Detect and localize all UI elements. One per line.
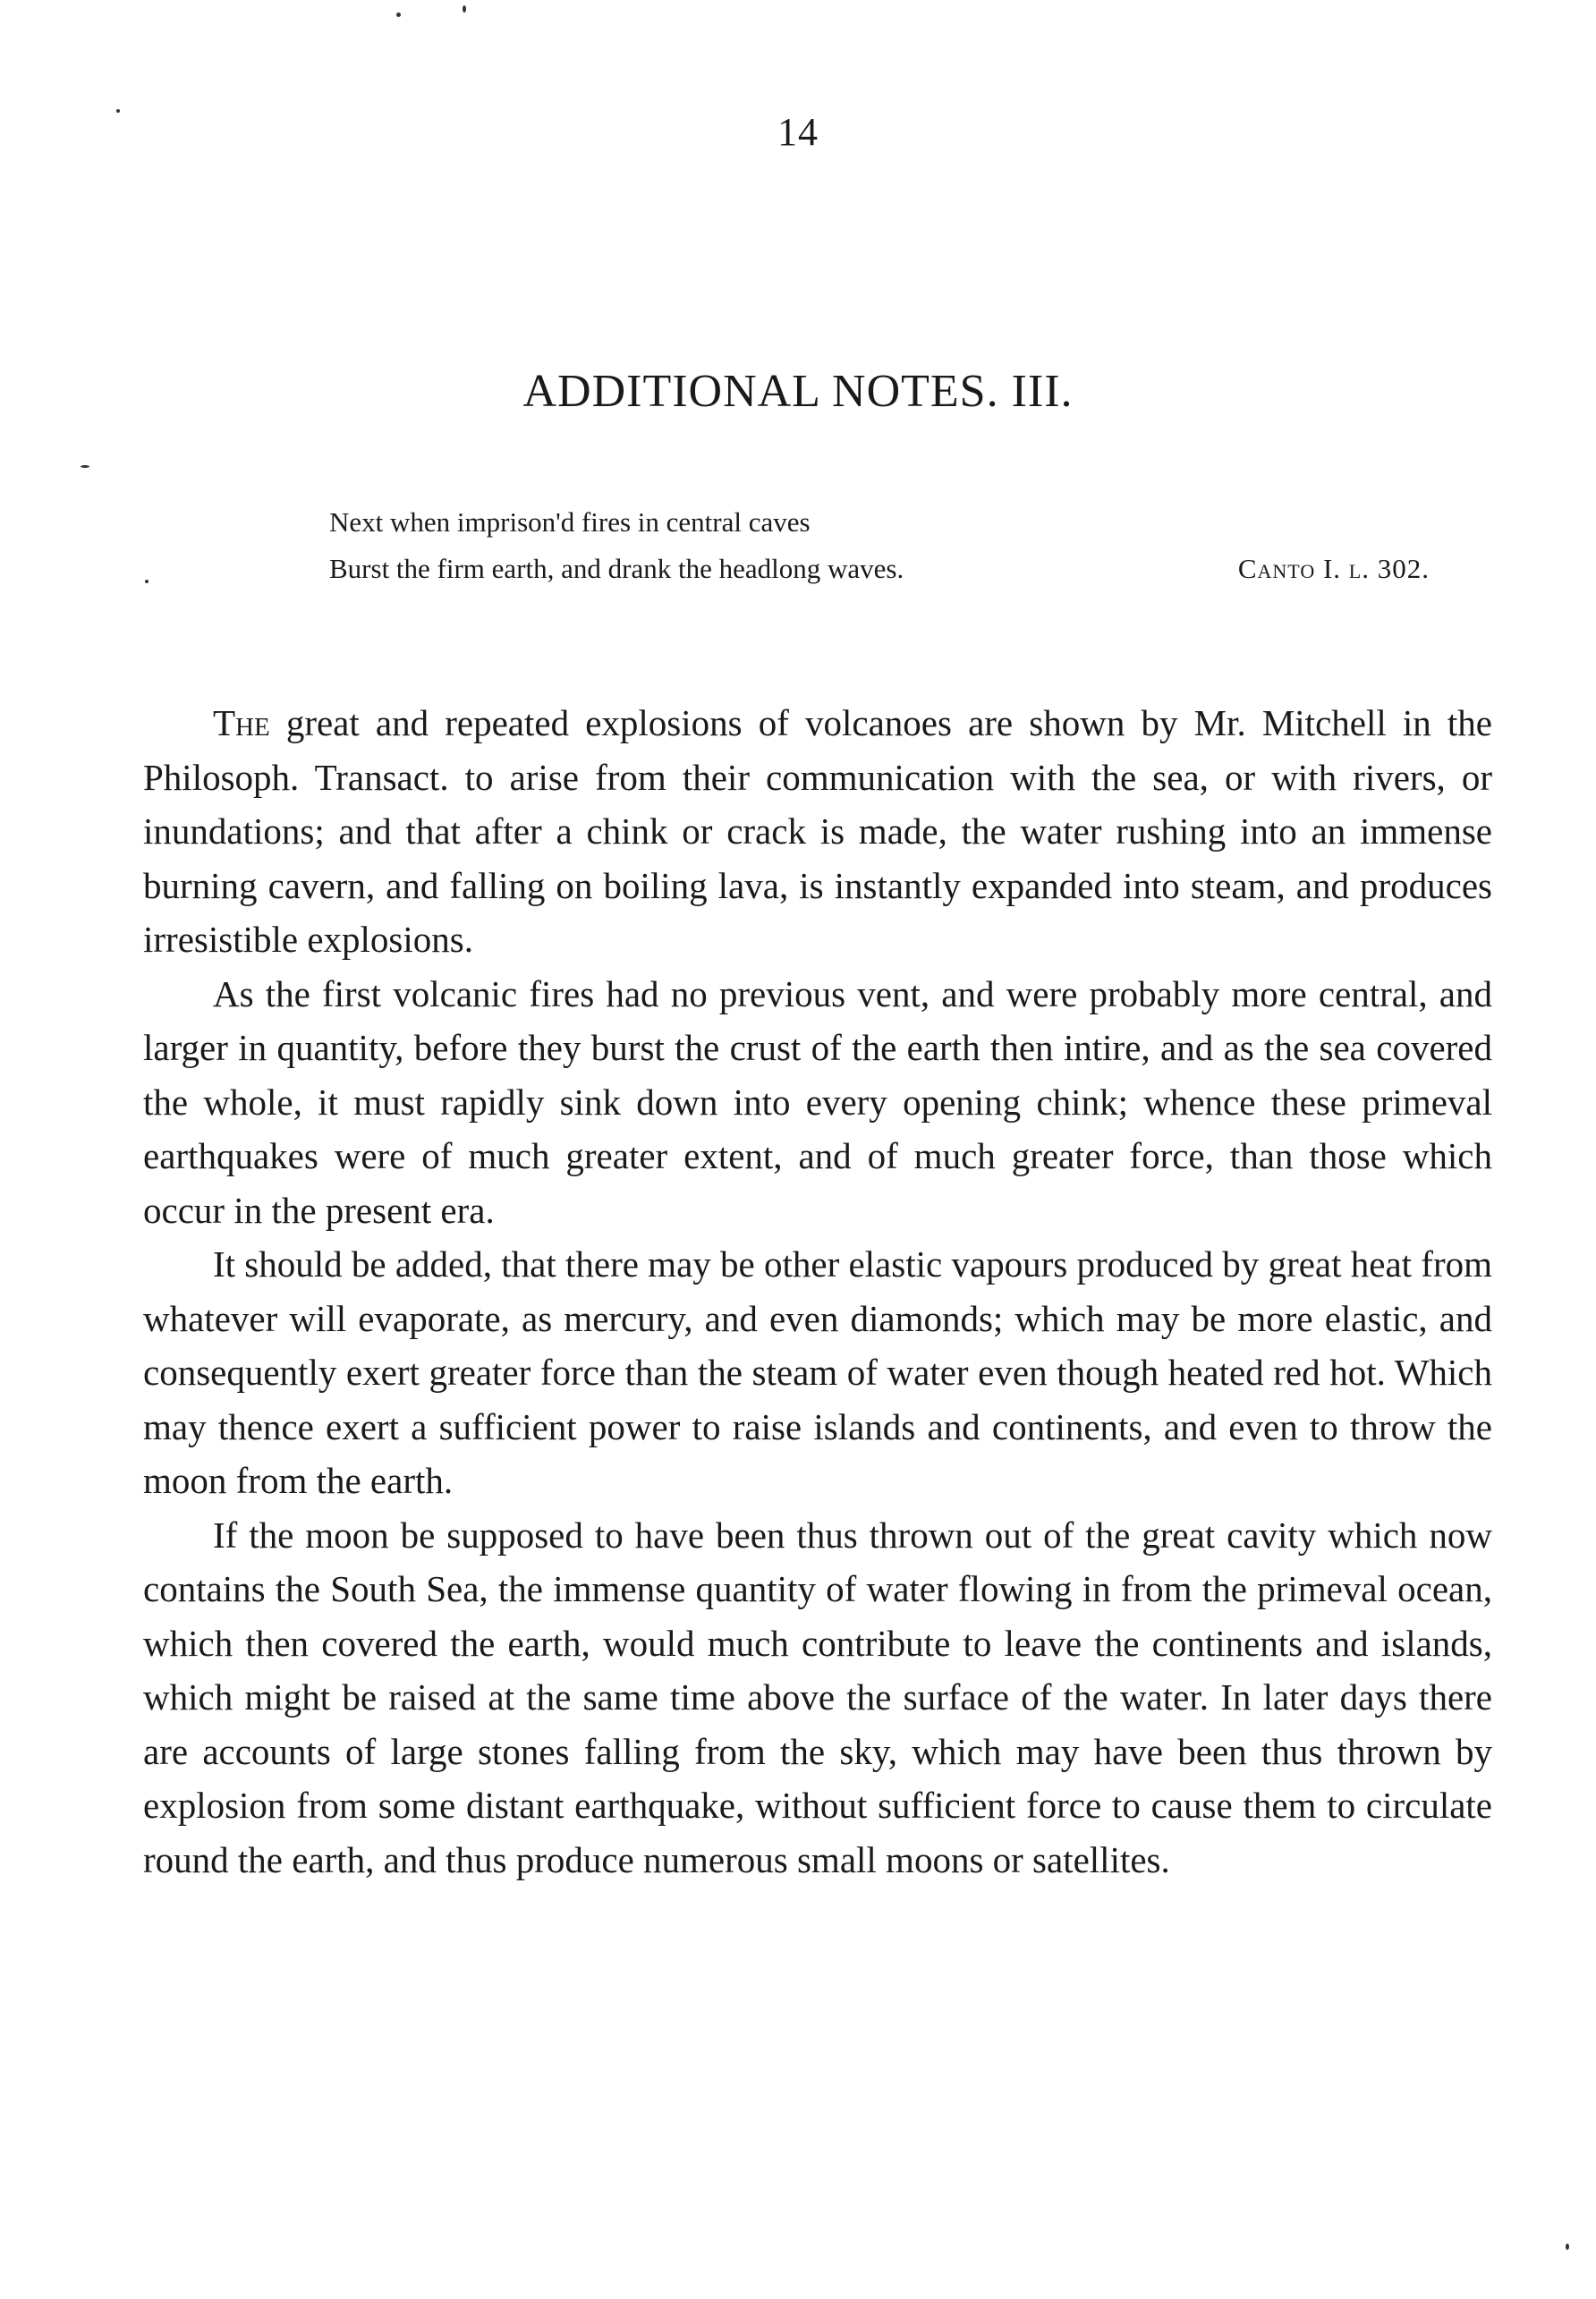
ink-speck: [81, 465, 89, 468]
paragraph: As the first volcanic fires had no previous vent, and were probably more central, and larger in quantity, before they burst the crust of the earth then intire, and as the sea covered the whole, it must rapidly sink down into every opening chink; whence these primeval earthquakes were of much greater extent, and of much greater force, than those which occur in the present era.: [143, 972, 1492, 1231]
epigraph-line: Next when imprison'd fires in central caves: [329, 506, 811, 538]
ink-speck: [463, 5, 466, 13]
note-body: [143, 696, 1492, 1887]
epigraph-citation: Canto I. l. 302.: [1237, 553, 1430, 584]
page-number: 14: [777, 110, 819, 154]
epigraph-line: Burst the firm earth, and drank the headlong waves.: [329, 553, 904, 584]
ink-speck: [145, 580, 149, 583]
paragraph-text: great and repeated explosions of volcanoes are shown by Mr. Mitchell in the Philosoph. Transact. to arise from their communication with the sea, or with rivers, or inundations; and that after a chink or crack is made, the water rushing into an immense burning cavern, and falling on boiling lava, is instantly expanded into steam, and produces irresistible explosions.: [143, 702, 1492, 960]
paragraph: If the moon be supposed to have been thus thrown out of the great cavity which now contains the South Sea, the immense quantity of water flowing in from the primeval ocean, which then covered the earth, would much contribute to leave the continents and islands, which might be raised at the same time above the surface of the water. In later days there are accounts of large stones falling from the sky, which may have been thus thrown by explosion from some distant earthquake, without sufficient force to cause them to circulate round the earth, and thus produce numerous small moons or satellites.: [143, 1514, 1492, 1880]
section-heading: ADDITIONAL NOTES. III.: [522, 366, 1074, 417]
paragraph: It should be added, that there may be other elastic vapours produced by great heat from whatever will evaporate, as mercury, and even diamonds; which may be more elastic, and consequently exert greater force than the steam of water even though heated red hot. Which may thence exert a sufficient power to raise islands and continents, and even to throw the moon from the earth.: [143, 1243, 1492, 1501]
paragraph-lead-word: The: [213, 702, 270, 743]
epigraph: [329, 499, 1430, 592]
ink-speck: [396, 13, 401, 17]
paragraph: [143, 696, 1492, 967]
ink-speck: [1566, 2244, 1569, 2250]
